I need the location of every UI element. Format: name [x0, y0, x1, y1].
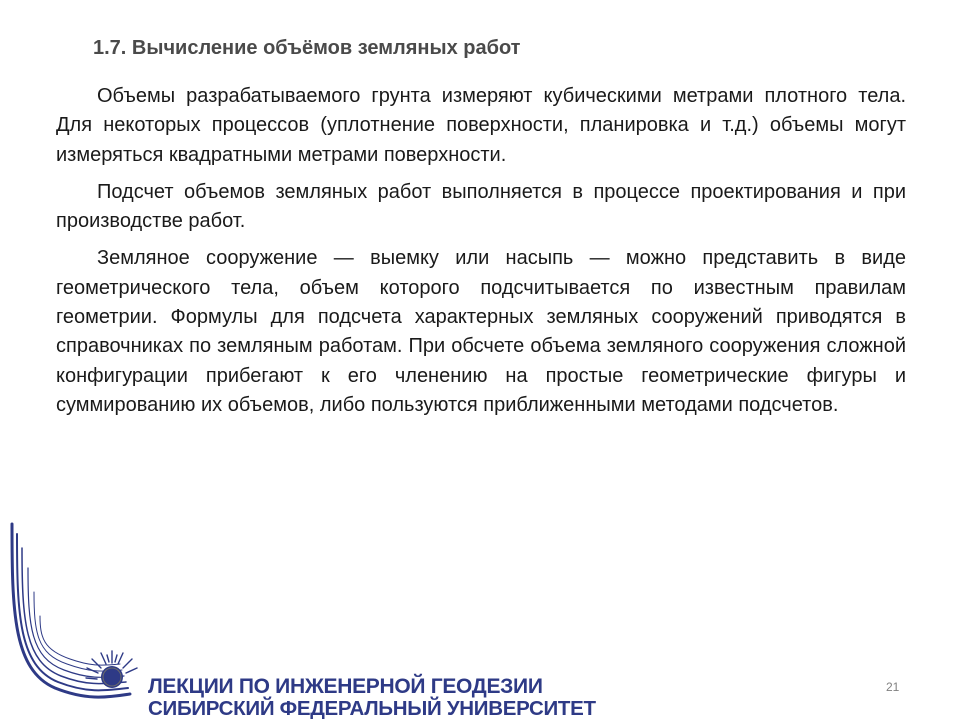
slide-title: 1.7. Вычисление объёмов земляных работ	[93, 37, 521, 59]
footer-line-2: СИБИРСКИЙ ФЕДЕРАЛЬНЫЙ УНИВЕРСИТЕТ	[148, 697, 596, 720]
footer-text	[148, 676, 596, 720]
footer-line-1: ЛЕКЦИИ ПО ИНЖЕНЕРНОЙ ГЕОДЕЗИИ	[148, 675, 543, 698]
paragraph-2: Подсчет объемов земляных работ выполняется в процессе проектирования и при производстве работ.	[56, 180, 906, 233]
sun-emblem-icon	[86, 651, 137, 688]
slide-body	[56, 82, 906, 428]
page-number: 21	[886, 680, 900, 694]
paragraph-1: Объемы разрабатываемого грунта измеряют кубическими метрами плотного тела. Для некоторых процессов (уплотнение поверхности, планировка и т.д.) объемы могут измеряться квадратными метрами поверхности.	[56, 85, 906, 166]
paragraph-3: Земляное сооружение — выемку или насыпь — можно представить в виде геометрического тела, объем которого подсчитывается по известным правилам геометрии. Формулы для подсчета характерных земляных сооружений приводятся в справочниках по земляным работам. При обсчете объема земляного сооружения сложной конфигурации прибегают к его членению на простые геометрические фигуры и суммированию их объемов, либо пользуются приближенными методами подсчетов.	[56, 247, 906, 416]
